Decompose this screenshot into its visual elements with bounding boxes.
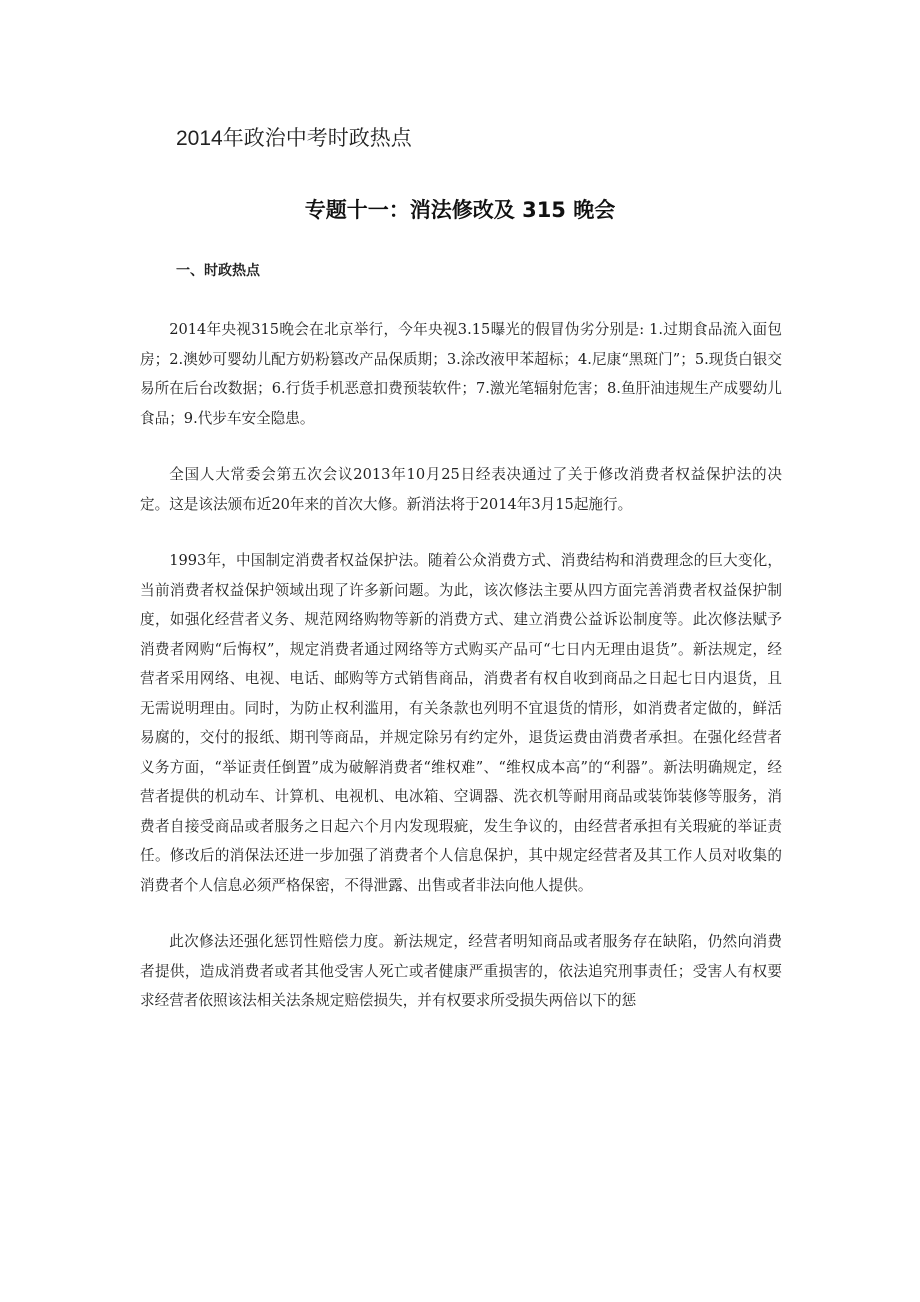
paragraph-law-revision: 全国人大常委会第五次会议2013年10月25日经表决通过了关于修改消费者权益保护法的决定。这是该法颁布近20年来的首次大修。新消法将于2014年3月15起施行。: [140, 466, 782, 513]
paragraph-law-history: 1993年，中国制定消费者权益保护法。随着公众消费方式、消费结构和消费理念的巨大变化，当前消费者权益保护领域出现了许多新问题。为此，该次修法主要从四方面完善消费者权益保护制度，如强化经营者义务、规范网络购物等新的消费方式、建立消费公益诉讼制度等。此次修法赋予消费者网购“后悔权”，规定消费者通过网络等方式购买产品可“七日内无理由退货”。新法规定，经营者采用网络、电视、电话、邮购等方式销售商品，消费者有权自收到商品之日起七日内退货，且无需说明理由。同时，为防止权利滥用，有关条款也列明不宜退货的情形，如消费者定做的，鲜活易腐的，交付的报纸、期刊等商品，并规定除另有约定外，退货运费由消费者承担。在强化经营者义务方面，“举证责任倒置”成为破解消费者“维权难”、“维权成本高”的“利器”。新法明确规定，经营者提供的机动车、计算机、电视机、电冰箱、空调器、洗衣机等耐用商品或装饰装修等服务，消费者自接受商品或者服务之日起六个月内发现瑕疵，发生争议的，由经营者承担有关瑕疵的举证责任。修改后的消保法还进一步加强了消费者个人信息保护，其中规定经营者及其工作人员对收集的消费者个人信息必须严格保密，不得泄露、出售或者非法向他人提供。: [140, 552, 782, 894]
section-heading: 一、时政热点: [176, 263, 260, 279]
paragraph-punitive-damages: 此次修法还强化惩罚性赔偿力度。新法规定，经营者明知商品或者服务存在缺陷，仍然向消费者提供，造成消费者或者其他受害人死亡或者健康严重损害的，依法追究刑事责任；受害人有权要求经营者依照该法相关法条规定赔偿损失，并有权要求所受损失两倍以下的惩: [140, 933, 782, 1009]
paragraph-315-gala: 2014年央视315晚会在北京举行，今年央视3.15曝光的假冒伪劣分别是: 1.过期食品流入面包房；2.澳妙可婴幼儿配方奶粉篡改产品保质期；3.涂改液甲苯超标；4.尼康“黑斑门”；5.现货白银交易所在后台改数据；6.行货手机恶意扣费预装软件；7.激光笔辐射危害；8.鱼肝油违规生产成婴幼儿食品；9.代步车安全隐患。: [140, 321, 782, 427]
document-body: [140, 315, 782, 1043]
topic-title: 专题十一：消法修改及 315 晚会: [304, 198, 616, 222]
document-title: 2014年政治中考时政热点: [176, 127, 412, 150]
